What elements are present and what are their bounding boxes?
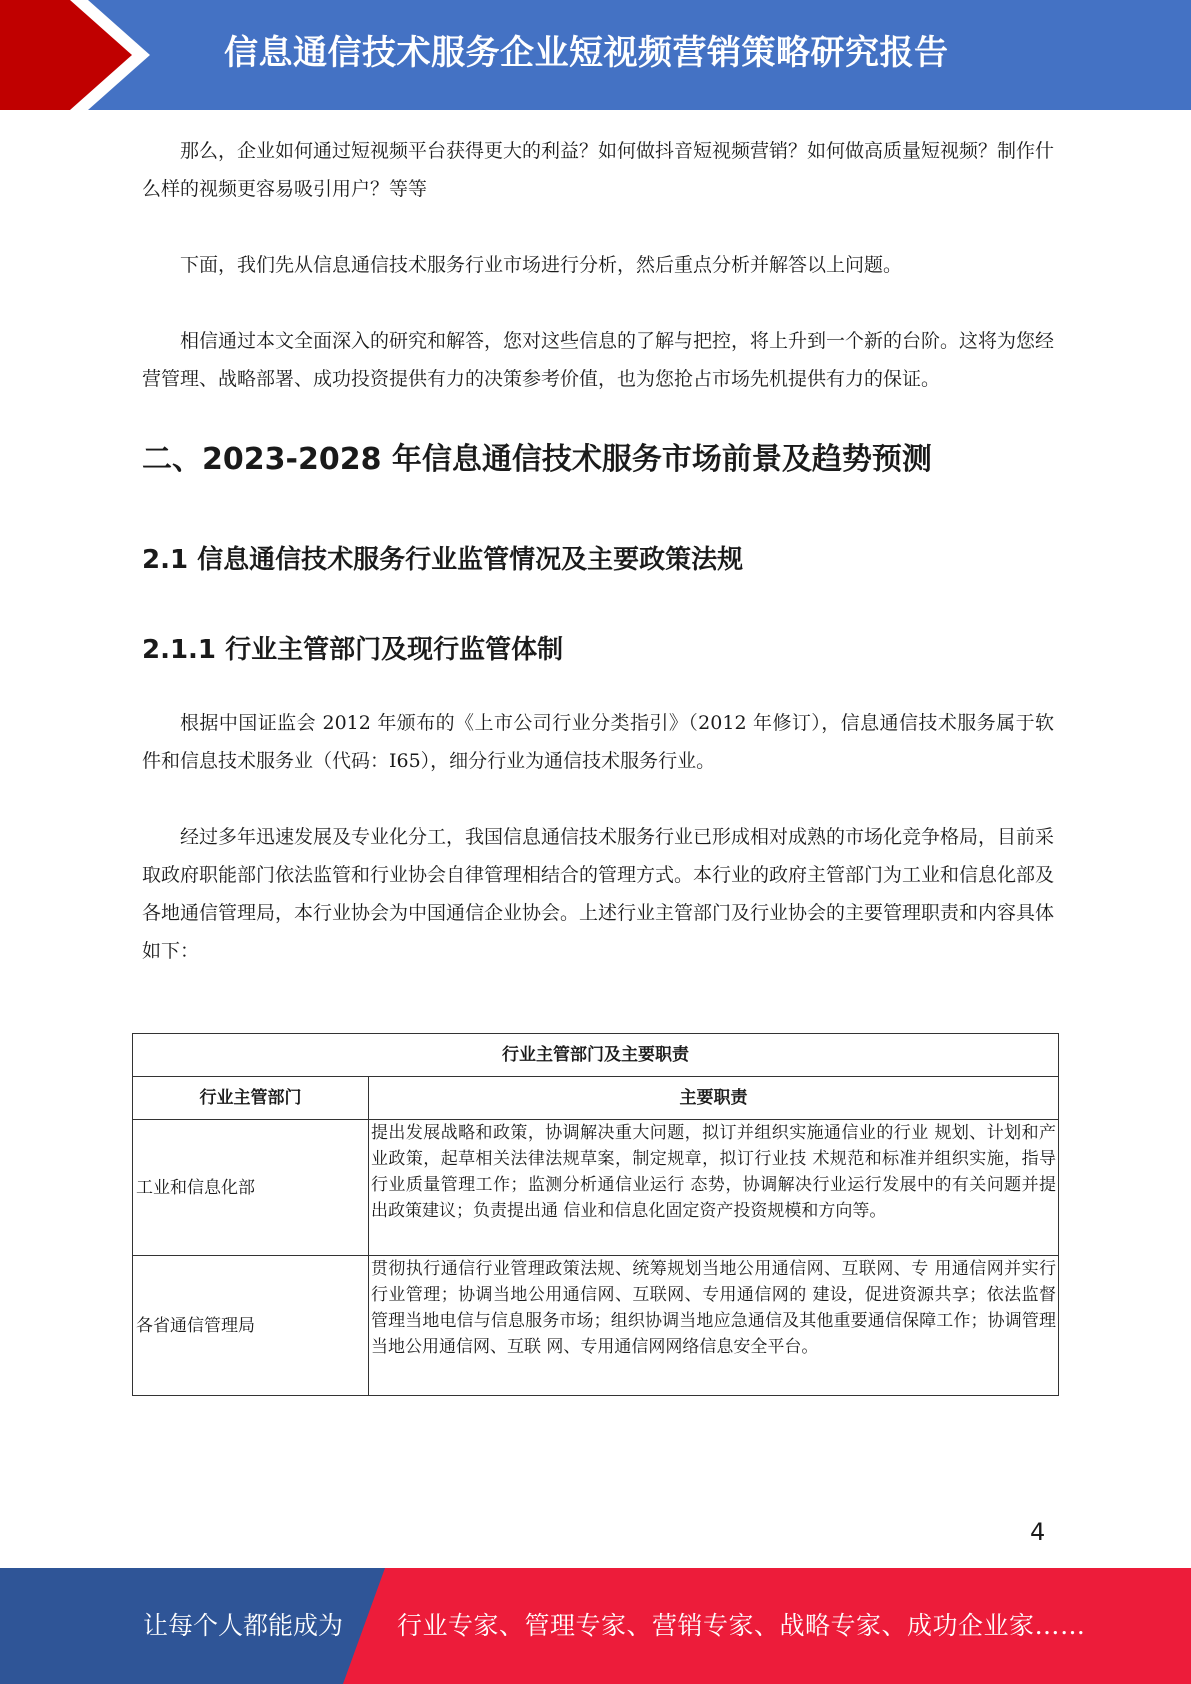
paragraph-questions: 那么，企业如何通过短视频平台获得更大的利益？如何做抖音短视频营销？如何做高质量短视频？制作什么样的视频更容易吸引用户？等等 — [142, 140, 1055, 200]
table-cell-duty: 贯彻执行通信行业管理政策法规、统筹规划当地公用通信网、互联网、专 用通信网并实行行业管理；协调当地公用通信网、互联网、专用通信网的 建设，促进资源共享；依法监督管理当地电信与信息服务市场；组织协调当地应急通信及其他重要通信保障工作；协调管理当地公用通信网、互联 网、专用通信网网络信息安全平台。 — [369, 1256, 1059, 1396]
main-content — [142, 132, 1054, 970]
table-row — [133, 1256, 1059, 1396]
table-cell-dept: 各省通信管理局 — [133, 1256, 369, 1396]
footer-slogan-left: 让每个人都能成为 — [143, 1611, 344, 1640]
footer-slogan-right: 行业专家、管理专家、营销专家、战略专家、成功企业家…… — [397, 1611, 1086, 1640]
page-footer — [0, 1568, 1191, 1684]
subsection-heading: 2.1 信息通信技术服务行业监管情况及主要政策法规 — [142, 545, 744, 575]
paragraph-regulation: 经过多年迅速发展及专业化分工，我国信息通信技术服务行业已形成相对成熟的市场化竞争格局，目前采取政府职能部门依法监管和行业协会自律管理相结合的管理方式。本行业的政府主管部门为工业和信息化部及各地通信管理局，本行业协会为中国通信企业协会。上述行业主管部门及行业协会的主要管理职责和内容具体如下： — [142, 826, 1055, 962]
paragraph-value: 相信通过本文全面深入的研究和解答，您对这些信息的了解与把控，将上升到一个新的台阶。这将为您经营管理、战略部署、成功投资提供有力的决策参考价值，也为您抢占市场先机提供有力的保证。 — [142, 330, 1055, 390]
table-header-dept: 行业主管部门 — [133, 1077, 369, 1120]
sub-subsection-heading: 2.1.1 行业主管部门及现行监管体制 — [142, 635, 564, 665]
regulator-table — [132, 1033, 1059, 1396]
page-header — [0, 0, 1191, 110]
table-header-duty: 主要职责 — [369, 1077, 1059, 1120]
table-caption: 行业主管部门及主要职责 — [133, 1034, 1059, 1077]
section-heading: 二、2023-2028 年信息通信技术服务市场前景及趋势预测 — [142, 442, 932, 477]
header-red-chevron — [0, 0, 150, 110]
report-title: 信息通信技术服务企业短视频营销策略研究报告 — [224, 33, 949, 73]
paragraph-intro: 下面，我们先从信息通信技术服务行业市场进行分析，然后重点分析并解答以上问题。 — [180, 254, 903, 276]
table-row — [133, 1120, 1059, 1256]
table-cell-dept: 工业和信息化部 — [133, 1120, 369, 1256]
table-cell-duty: 提出发展战略和政策，协调解决重大问题，拟订并组织实施通信业的行业 规划、计划和产业政策，起草相关法律法规草案，制定规章，拟订行业技 术规范和标准并组织实施，指导行业质量管理工作；监测分析通信业运行 态势，协调解决行业运行发展中的有关问题并提出政策建议；负责提出通 信业和信息化固定资产投资规模和方向等。 — [369, 1120, 1059, 1256]
page-number: 4 — [1030, 1518, 1046, 1546]
paragraph-classification: 根据中国证监会 2012 年颁布的《上市公司行业分类指引》（2012 年修订），信息通信技术服务属于软件和信息技术服务业（代码：I65），细分行业为通信技术服务行业。 — [142, 712, 1055, 772]
